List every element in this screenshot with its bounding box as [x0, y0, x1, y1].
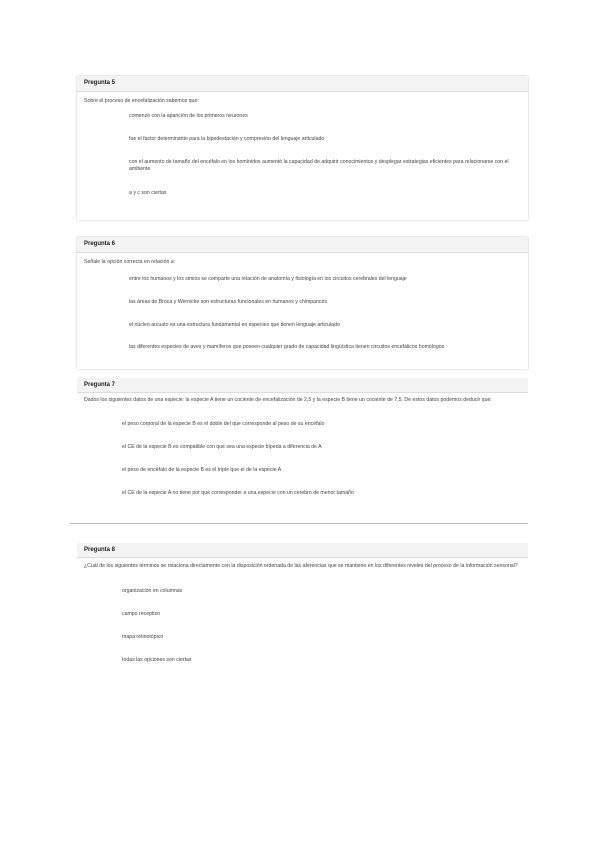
option-label: con el aumento de tamaño del encéfalo en los homínidos aumentó la capacidad de adquirir conocimientos y desplegar estrategias eficientes para relacionarse con el ambiente: [129, 159, 509, 172]
page-divider: [70, 523, 528, 524]
question-header: Pregunta 8: [77, 543, 528, 558]
answer-option-a[interactable]: [129, 276, 514, 283]
answer-option-b-8[interactable]: [122, 611, 522, 618]
answer-option-c[interactable]: [129, 322, 514, 329]
question-text-8: ¿Cuál de los siguientes términos se relaciona directamente con la disposición ordenada de las aferencias que se mantiene en los diferentes niveles del proceso de la información sensorial?: [84, 563, 518, 569]
question-text-7: Dados los siguientes datos de una especie: la especie A tiene un cociente de encefalización de 2,5 y la especie B tiene un cociente de 7,5. De estos datos podemos deducir que:: [84, 397, 492, 403]
answer-option-a[interactable]: [129, 113, 514, 120]
option-label: organización en columnas: [122, 588, 183, 594]
question-header: Pregunta 7: [77, 378, 528, 393]
option-label: las diferentes especies de aves y mamíferos que poseen cualquier grado de capacidad lingüística tienen circuitos encefálicos homólogos: [129, 344, 445, 350]
answer-option-a-7[interactable]: [122, 421, 522, 428]
question-card-5: [77, 76, 528, 220]
option-label: comenzó con la aparición de los primeros neurones: [129, 113, 248, 119]
option-label: el peso corporal de la especie B es el doble del que corresponde al peso de su encéfalo: [122, 421, 325, 427]
option-label: el CE de la especie B es compatible con que sea una especie bípeda a diferencia de A: [122, 444, 322, 450]
answer-option-b-7[interactable]: [122, 444, 522, 451]
question-header: Pregunta 5: [77, 76, 528, 92]
answer-option-d-8[interactable]: [122, 657, 522, 664]
answer-option-c-7[interactable]: [122, 467, 522, 474]
option-label: el CE de la especie A no tiene por qué corresponder a una especie con un cerebro de menor tamaño: [122, 490, 354, 496]
option-label: campo receptivo: [122, 611, 161, 617]
answer-option-d[interactable]: [129, 190, 514, 197]
option-label: a y c son ciertas: [129, 190, 167, 196]
option-label: mapa retinotópico: [122, 634, 164, 640]
answer-option-d-7[interactable]: [122, 490, 522, 497]
question-text: Señale la opción correcta en relación a:: [84, 259, 176, 265]
option-label: las áreas de Broca y Wernicke son estructuras funcionales en humanos y chimpancés: [129, 299, 327, 305]
question-card-8: [77, 543, 528, 557]
question-header: Pregunta 6: [77, 237, 528, 253]
answer-option-b[interactable]: [129, 136, 514, 143]
question-card-6: [77, 237, 528, 369]
question-text: Sobre el proceso de encefalización sabemos que:: [84, 98, 199, 104]
answer-option-a-8[interactable]: [122, 588, 522, 595]
option-label: fue el factor determinante para la bipedestación y compresión del lenguaje articulado: [129, 136, 325, 142]
answer-option-b[interactable]: [129, 299, 514, 306]
answer-option-c-8[interactable]: [122, 634, 522, 641]
option-label: el núcleo arcuato es una estructura fundamental en especies que tienen lenguaje articulado: [129, 322, 340, 328]
answer-option-d[interactable]: [129, 344, 514, 351]
answer-option-c[interactable]: [129, 159, 514, 173]
option-label: todas las opciones son ciertas: [122, 657, 192, 663]
option-label: entre los humanos y los simios se comparte una relación de anatomía y fisiología en los circuitos cerebrales del lenguaje: [129, 276, 407, 282]
option-label: el peso de encéfalo de la especie B es el triple que el de la especie A: [122, 467, 282, 473]
question-card-7: [77, 378, 528, 392]
